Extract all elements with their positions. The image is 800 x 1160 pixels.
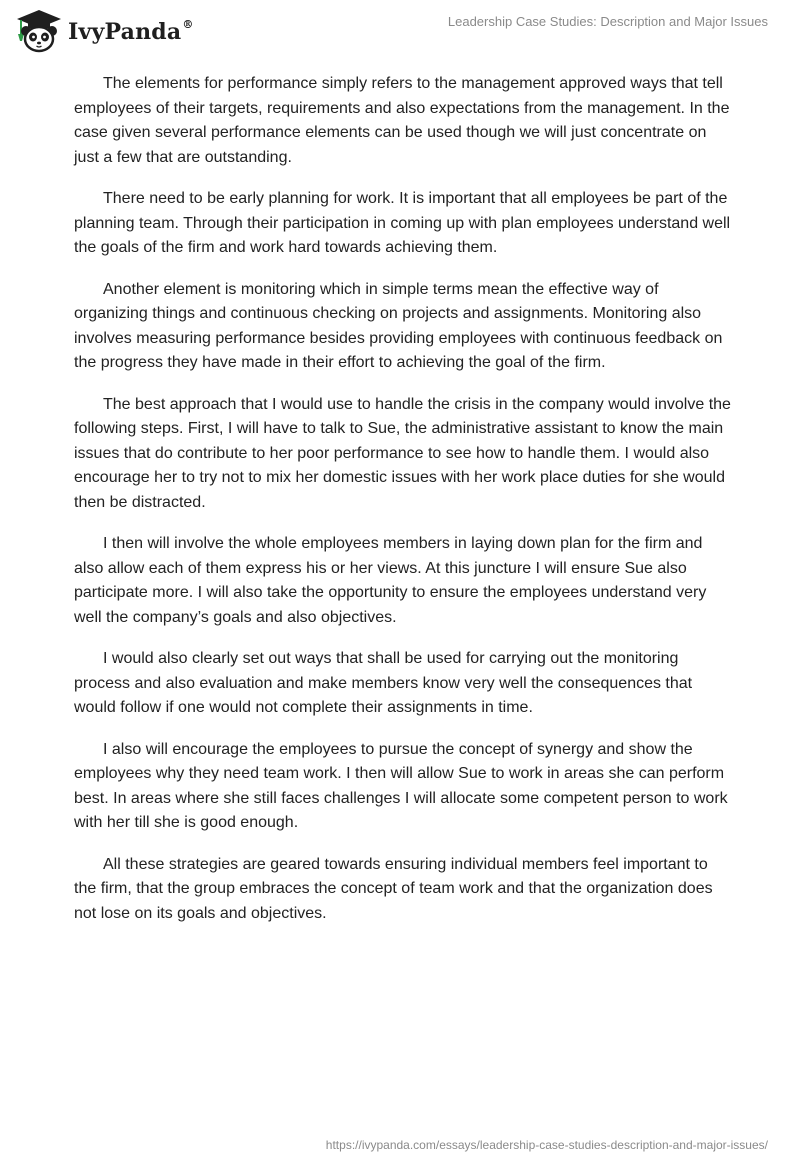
paragraph: All these strategies are geared towards ensuring individual members feel important to the firm, that the group embraces the concept of team work and that the organization does not lose on its goals and objectives. [74, 855, 713, 922]
logo-wordmark [68, 19, 194, 45]
paragraph: I also will encourage the employees to pursue the concept of synergy and show the employees why they need team work. I then will allow Sue to work in areas she can perform best. In areas where she still faces challenges I will allocate some competent person to work with her till she is good enough. [74, 740, 728, 831]
page-header [0, 0, 800, 64]
ivypanda-logo[interactable] [14, 8, 194, 54]
logo-text: IvyPanda [68, 19, 182, 45]
document-title: Leadership Case Studies: Description and Major Issues [447, 14, 768, 29]
paragraph: There need to be early planning for work. It is important that all employees be part of the planning team. Through their participation in coming up with plan employees understand well the goals of the firm and work hard towards achieving them. [74, 190, 731, 256]
essay-body [74, 72, 734, 943]
panda-graduate-icon [14, 8, 64, 54]
source-url[interactable]: https://ivypanda.com/essays/leadership-case-studies-description-and-major-issues/ [325, 1138, 768, 1152]
paragraph: Another element is monitoring which in simple terms mean the effective way of organizing things and continuous checking on projects and assignments. Monitoring also involves measuring performance besides providing employees with continuous feedback on the progress they have made in their effort to achieving the goal of the firm. [74, 280, 723, 371]
paragraph: I would also clearly set out ways that shall be used for carrying out the monitoring process and also evaluation and make members know very well the consequences that would follow if one would not complete their assignments in time. [74, 650, 693, 716]
paragraph: The elements for performance simply refers to the management approved ways that tell employees of their targets, requirements and also expectations from the management. In the case given several performance elements can be used though we will just concentrate on just a few that are outstanding. [74, 75, 730, 166]
paragraph: I then will involve the whole employees members in laying down plan for the firm and also allow each of them express his or her views. At this juncture I will ensure Sue also participate more. I will also take the opportunity to ensure the employees understand very well the company’s goals and also objectives. [74, 535, 707, 626]
paragraph: The best approach that I would use to handle the crisis in the company would involve the following steps. First, I will have to talk to Sue, the administrative assistant to know the main issues that do contribute to her poor performance to see how to handle them. I would also encourage her to try not to mix her domestic issues with her work place duties for she would then be distracted. [74, 395, 731, 511]
registered-mark: ® [182, 17, 194, 31]
